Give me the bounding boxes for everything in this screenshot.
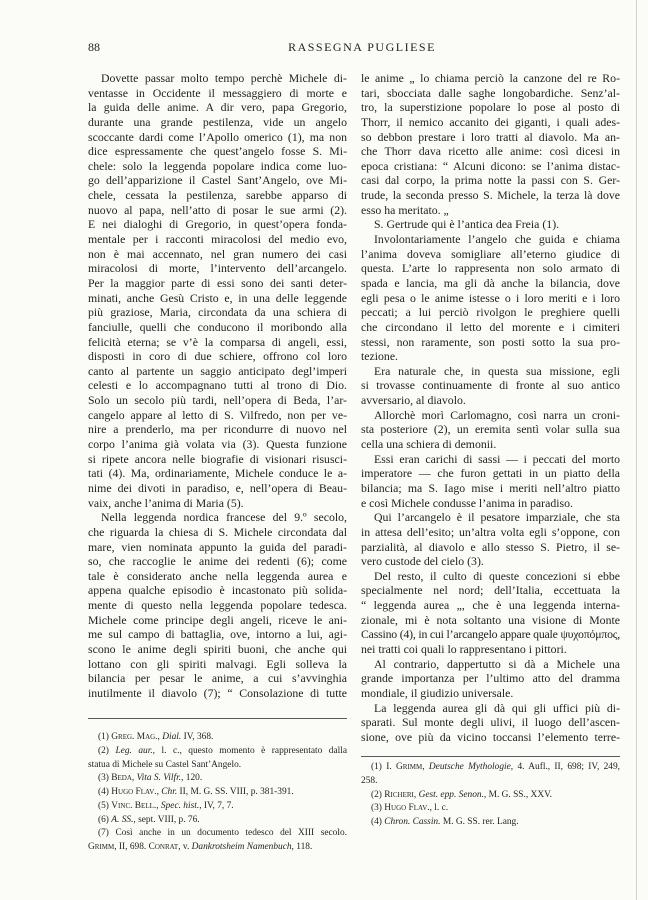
text-line: durante una grande pestilenza, vide un angelo	[88, 114, 347, 129]
footnote-text: Leg. aur.	[115, 745, 153, 756]
text-line: so debbon prestare i loro tratti al diavolo. Ma an-	[361, 129, 620, 144]
footnote	[361, 802, 620, 816]
text-line: si trovasse continuamente di fronte al suo antico	[361, 378, 620, 393]
text-line: E nei dialoghi di Gregorio, in quest’opera fonda-	[88, 217, 347, 232]
footnote-text: Richeri	[384, 789, 414, 800]
footnote-text: 258.	[361, 775, 378, 786]
text-line: Solo un secolo più tardi, nell’opera di Beda, l’ar-	[88, 393, 347, 408]
footnote-text: Vita S. Vilfr.	[136, 773, 182, 784]
text-line: Al contrario, dappertutto si dà a Michele una	[374, 656, 620, 671]
text-line: lottano con gli spiriti malvagi. Egli solleva la	[88, 656, 347, 671]
footnote-text: Beda	[111, 773, 132, 784]
right-footnote-rule	[361, 756, 620, 757]
footnote-line	[361, 789, 620, 803]
footnote-text: (2)	[98, 745, 116, 756]
footnote-text: , 120.	[181, 773, 203, 784]
footnote-text: II, M. G. SS. VIII, p. 381-391.	[177, 787, 294, 797]
text-line: minati, anche Gesù Cristo e, in una delle leggende	[88, 290, 347, 305]
text-line: non è mai accennato, nel gran numero dei casi	[88, 246, 347, 261]
text-line: mare, vien nominata appunto la guida del paradi-	[88, 539, 347, 554]
text-line: tati (4). Ma, ordinariamente, Michele conduce le a-	[88, 466, 347, 481]
paragraph	[361, 408, 620, 452]
text-line: zionale, mi è nota soltanto una visione di Monte	[361, 612, 620, 627]
footnote-text: Greg. Mag.	[111, 732, 158, 742]
text-line: mentale per i racconti miracolosi del medio evo,	[88, 232, 347, 247]
paragraph	[361, 701, 620, 745]
footnote-line	[361, 775, 620, 789]
paragraph	[361, 569, 620, 657]
text-line: epoca cristiana: “ Alcuni dicono: se l’anima distac-	[361, 158, 620, 173]
text-line: appena qualche episodio è incastonato più solida-	[88, 583, 347, 598]
footnote-text: ,	[157, 732, 163, 742]
text-line: Allorchè morì Carlomagno, così narra un croni-	[374, 407, 620, 422]
paragraph	[361, 510, 620, 569]
text-line: bilancia; ma S. Iago mise i meriti nell’altro piatto	[361, 480, 620, 495]
text-line: go dell’apparizione il Castel Sant’Angelo, ove Mi-	[88, 173, 347, 188]
footnote-text: (2)	[371, 789, 385, 800]
text-line: che Thorr dava ricetto alle anime: così dicesi in	[361, 144, 620, 159]
text-line: avversario, al diavolo.	[361, 393, 466, 408]
text-line: me sul campo di battaglia, ove, intorno a lui, agi-	[88, 627, 347, 642]
text-line: bilancia per pesar le anime, a cui s’avvinghia	[88, 671, 347, 686]
text-line: egli pesa o le anime istesse o i loro meriti e i loro	[361, 290, 620, 305]
text-line: la guida delle anime. A dir vero, papa Gregorio,	[88, 100, 347, 115]
footnote	[88, 827, 347, 855]
text-line: sta posteriore (2), un eremita sentì volar sulla sua	[361, 422, 620, 437]
text-line: canto al partente un saggio anticipato degl’imperi	[88, 363, 347, 378]
footnote-text: Hugo Flav.	[384, 803, 430, 814]
footnote-text: Dankrotsheim Namenbuch	[191, 842, 292, 852]
footnote	[361, 789, 620, 803]
text-line: cangelo appare al letto di S. Vilfredo, non per ve-	[88, 407, 347, 422]
text-line: sione, ove più da vicino toccansi l’elemento terre-	[361, 729, 620, 744]
footnote-text: statua di Michele su Castel Sant’Angelo.	[88, 759, 242, 770]
text-line: tale è considerato anche nella leggenda aurea e	[88, 568, 347, 583]
text-line: fanciulle, quelli che conducono il moribondo alla	[88, 319, 347, 334]
paragraph	[361, 364, 620, 408]
footnote-text: Vinc. Bell.	[111, 800, 157, 811]
footnote-text: ,	[156, 787, 162, 797]
text-line: vero custode del cielo (3).	[361, 554, 484, 569]
text-line: La leggenda aurea gli dà qui gli uffici più di-	[374, 700, 620, 715]
text-line: specialmente nel nord; dell’Italia, eccettuata la	[361, 583, 620, 598]
paragraph	[88, 510, 347, 700]
footnote-line	[88, 814, 347, 828]
footnote-line	[88, 745, 347, 759]
text-line: ventasse in Occidente il messaggiero di morte e	[88, 85, 347, 100]
text-line: miracolosi di morte, l’intervento dell’arcangelo.	[88, 261, 347, 276]
footnote	[88, 772, 347, 786]
footnote-text: Chr.	[161, 787, 178, 797]
text-line: tro, la superstizione popolare lo pose al posto di	[361, 100, 620, 115]
footnote-text: Dial.	[162, 732, 182, 742]
text-line: disposti in coro di due schiere, offrono col loro	[88, 349, 347, 364]
text-line: imperatore — che furon gettati in un piatto della	[361, 466, 620, 481]
footnote-text: ,	[413, 789, 419, 800]
footnote-text: , l. c., questo momento è rappresentato dalla	[152, 745, 347, 756]
text-line: in attesa dell’esito; un’altra volta egli s’oppone, con	[361, 524, 620, 539]
text-line: nuovo al papa, nell’atto di posar le sue armi (2).	[88, 202, 347, 217]
footnote-text: (1)	[371, 762, 387, 772]
footnote-line	[88, 786, 347, 800]
text-line: vaix, anche l’anima di Maria (5).	[88, 495, 244, 510]
text-line: che riguarda la chiesa di S. Michele circondata dal	[88, 524, 347, 539]
text-line: so, che raccoglie le anime dei redenti (6); come	[88, 554, 347, 569]
footnote-line	[88, 827, 347, 841]
text-line: nime dei divoti in paradiso, e, nell’opera di Beau-	[88, 480, 347, 495]
footnote	[88, 731, 347, 745]
text-line: Era naturale che, in questa sua missione, egli	[374, 363, 620, 378]
footnote-text: Hugo Flav.	[111, 787, 157, 797]
footnote-line	[88, 841, 347, 855]
footnote	[88, 814, 347, 828]
footnote-text: Deutsche Mythologie	[428, 762, 511, 772]
text-line: chele, cessata la pestilenza, sarebbe apparso di	[88, 188, 347, 203]
page-edge-line	[636, 0, 637, 900]
text-line: Qui l’arcangelo è il pesatore imparziale, che sta	[374, 510, 620, 525]
text-line: felicità eterna; se v’è la comparsa di angeli, essi,	[88, 334, 347, 349]
footnote-line	[361, 802, 620, 816]
text-line: peccati; a lui perciò rivolgon le preghiere quelli	[361, 305, 620, 320]
footnote-text: , sept. VIII, p. 76.	[133, 814, 200, 825]
text-line: esso ha meritato. „	[361, 202, 449, 217]
text-line: corpo l’anima già volata via (3). Questa funzione	[88, 437, 347, 452]
footnote-text: Spec. hist.	[160, 800, 200, 811]
paragraph	[361, 452, 620, 511]
text-line: S. Gertrude qui è l’antica dea Freia (1).	[374, 217, 560, 232]
left-footnote-rule	[88, 718, 347, 719]
footnote-line	[88, 772, 347, 786]
text-line: Per la maggior parte di essi sono dei santi deter-	[88, 275, 347, 290]
text-line: grande importanza per l’ultimo atto del dramma	[361, 671, 620, 686]
footnote-text: ,	[422, 762, 429, 772]
footnote	[361, 816, 620, 830]
text-line: scono le anime degli spiriti buoni, che anche qui	[88, 641, 347, 656]
footnote-text: , 4. Aufl., II, 698; IV, 249,	[510, 762, 620, 772]
footnote-line	[361, 816, 620, 830]
footnote-text: Chron. Cassin.	[384, 817, 441, 827]
footnote-text: IV, 368.	[181, 732, 214, 742]
footnote	[361, 761, 620, 789]
paragraph	[361, 217, 620, 232]
left-footnotes	[88, 731, 347, 855]
footnote-text: A. SS.	[111, 814, 134, 825]
text-line: sparati. Sul monte degli ulivi, il luogo dell’ascen-	[361, 715, 620, 730]
footnote	[88, 800, 347, 814]
footnote-text: , v.	[178, 842, 192, 852]
text-line: spada e lancia, ma gli dà anche la bilancia, dove	[361, 275, 620, 290]
left-column	[88, 71, 347, 701]
footnote-text: Grimm	[88, 842, 115, 852]
text-line: che circondano il letto del morente e i cimiteri	[361, 319, 620, 334]
footnote-text: , M. G. SS., XXV.	[483, 789, 552, 800]
footnote-text: , II, 698.	[114, 842, 149, 852]
footnote-text: (4)	[371, 817, 385, 827]
text-line: questa. L’arte lo rappresenta non solo armato di	[361, 261, 620, 276]
text-line: tezione.	[361, 349, 399, 364]
text-line: nei tratti coi quali lo rappresentano i pittori.	[361, 641, 567, 656]
footnote-text: , 118.	[291, 842, 313, 852]
text-line: chele: solo la leggenda popolare indica come luo-	[88, 158, 347, 173]
paragraph	[361, 71, 620, 217]
paragraph	[88, 71, 347, 510]
right-column	[361, 71, 620, 744]
text-line: e così Michele condusse l’anima in paradiso.	[361, 495, 573, 510]
text-line: tari, sbocciata dalle saghe longobardiche. Senz’al-	[361, 85, 620, 100]
text-line: “ leggenda aurea „, che è una leggenda interna-	[361, 598, 620, 613]
running-header-title: RASSEGNA PUGLIESE	[288, 40, 436, 54]
text-line: Cassino (4), in cui l’arcangelo appare quale ψυχοπόμπος,	[361, 627, 620, 642]
footnote-text: I. Grimm	[386, 762, 423, 772]
footnote-text: ,	[156, 800, 161, 811]
text-line: Thorr, il nemico accanito dei giganti, i quali ades-	[361, 114, 620, 129]
text-line: casi dal corpo, la prima notte la passi con S. Ger-	[361, 173, 620, 188]
text-line: stessi, non raramente, son posti sotto la sua pro-	[361, 334, 620, 349]
text-line: Michele come principe degli angeli, riceve le ani-	[88, 612, 347, 627]
footnote-text: , IV, 7, 7.	[199, 800, 234, 811]
text-line: Involontariamente l’angelo che guida e chiama	[374, 232, 620, 247]
text-line: trude, la seconda presso S. Michele, la terza là dove	[361, 188, 620, 203]
footnote	[88, 745, 347, 773]
footnote-line	[88, 800, 347, 814]
footnote-text: (3)	[371, 803, 385, 814]
text-line: dice espressamente che quest’angelo fosse S. Mi-	[88, 144, 347, 159]
text-line: più graziose, Maria, circondata da una schiera di	[88, 305, 347, 320]
text-line: scoccante dardi come l’Apollo omerico (1), ma non	[88, 129, 347, 144]
text-line: Nella leggenda nordica francese del 9.º secolo,	[101, 510, 347, 525]
footnote-line	[88, 731, 347, 745]
footnote-text: M. G. SS. rer. Lang.	[440, 817, 519, 827]
footnote-line	[88, 759, 347, 773]
footnote-text: , l. c.	[429, 803, 449, 814]
text-line: inutilmente il diavolo (7); “ Consolazione di tutte	[88, 685, 347, 700]
text-line: Dovette passar molto tempo perchè Michele di-	[101, 71, 347, 85]
text-line: celesti e lo accompagnano tutti al trono di Dio.	[88, 378, 347, 393]
footnote-text: Gest. epp. Senon.	[418, 789, 484, 800]
paragraph	[361, 657, 620, 701]
footnote	[88, 786, 347, 800]
text-line: cella una schiera di demonii.	[361, 437, 497, 452]
page-number: 88	[88, 40, 100, 54]
text-line: nire a prenderlo, ma per ricondurre di nuovo nel	[88, 422, 347, 437]
text-line: mente di questo nella leggenda popolare tedesca.	[88, 598, 347, 613]
footnote-text: Conrat	[148, 842, 179, 852]
text-line: Essi eran carichi di sassi — i peccati del morto	[374, 451, 620, 466]
footnote-text: (1)	[98, 732, 112, 742]
footnote-text: (7) Così anche in un documento tedesco del XIII secolo.	[98, 828, 347, 839]
text-line: si ripete ancora nelle biografie di visionari risusci-	[88, 451, 347, 466]
footnote-text: ,	[131, 773, 137, 784]
footnote-text: (5)	[98, 800, 112, 811]
paragraph	[361, 232, 620, 364]
text-line: mondiale, il giudizio universale.	[361, 685, 514, 700]
text-line: Del resto, il culto di queste concezioni si ebbe	[374, 568, 620, 583]
footnote-line	[361, 761, 620, 775]
text-line: l’anima doveva somigliare all’eterno giudice di	[361, 246, 620, 261]
text-line: le anime „ lo chiama perciò la canzone del re Ro-	[361, 71, 620, 85]
right-footnotes	[361, 761, 620, 830]
footnote-text: (6)	[98, 814, 112, 825]
footnote-text: (3)	[98, 773, 112, 784]
footnote-text: (4)	[98, 787, 112, 797]
text-line: parzialità, al diavolo e allo stesso S. Pietro, il se-	[361, 539, 620, 554]
